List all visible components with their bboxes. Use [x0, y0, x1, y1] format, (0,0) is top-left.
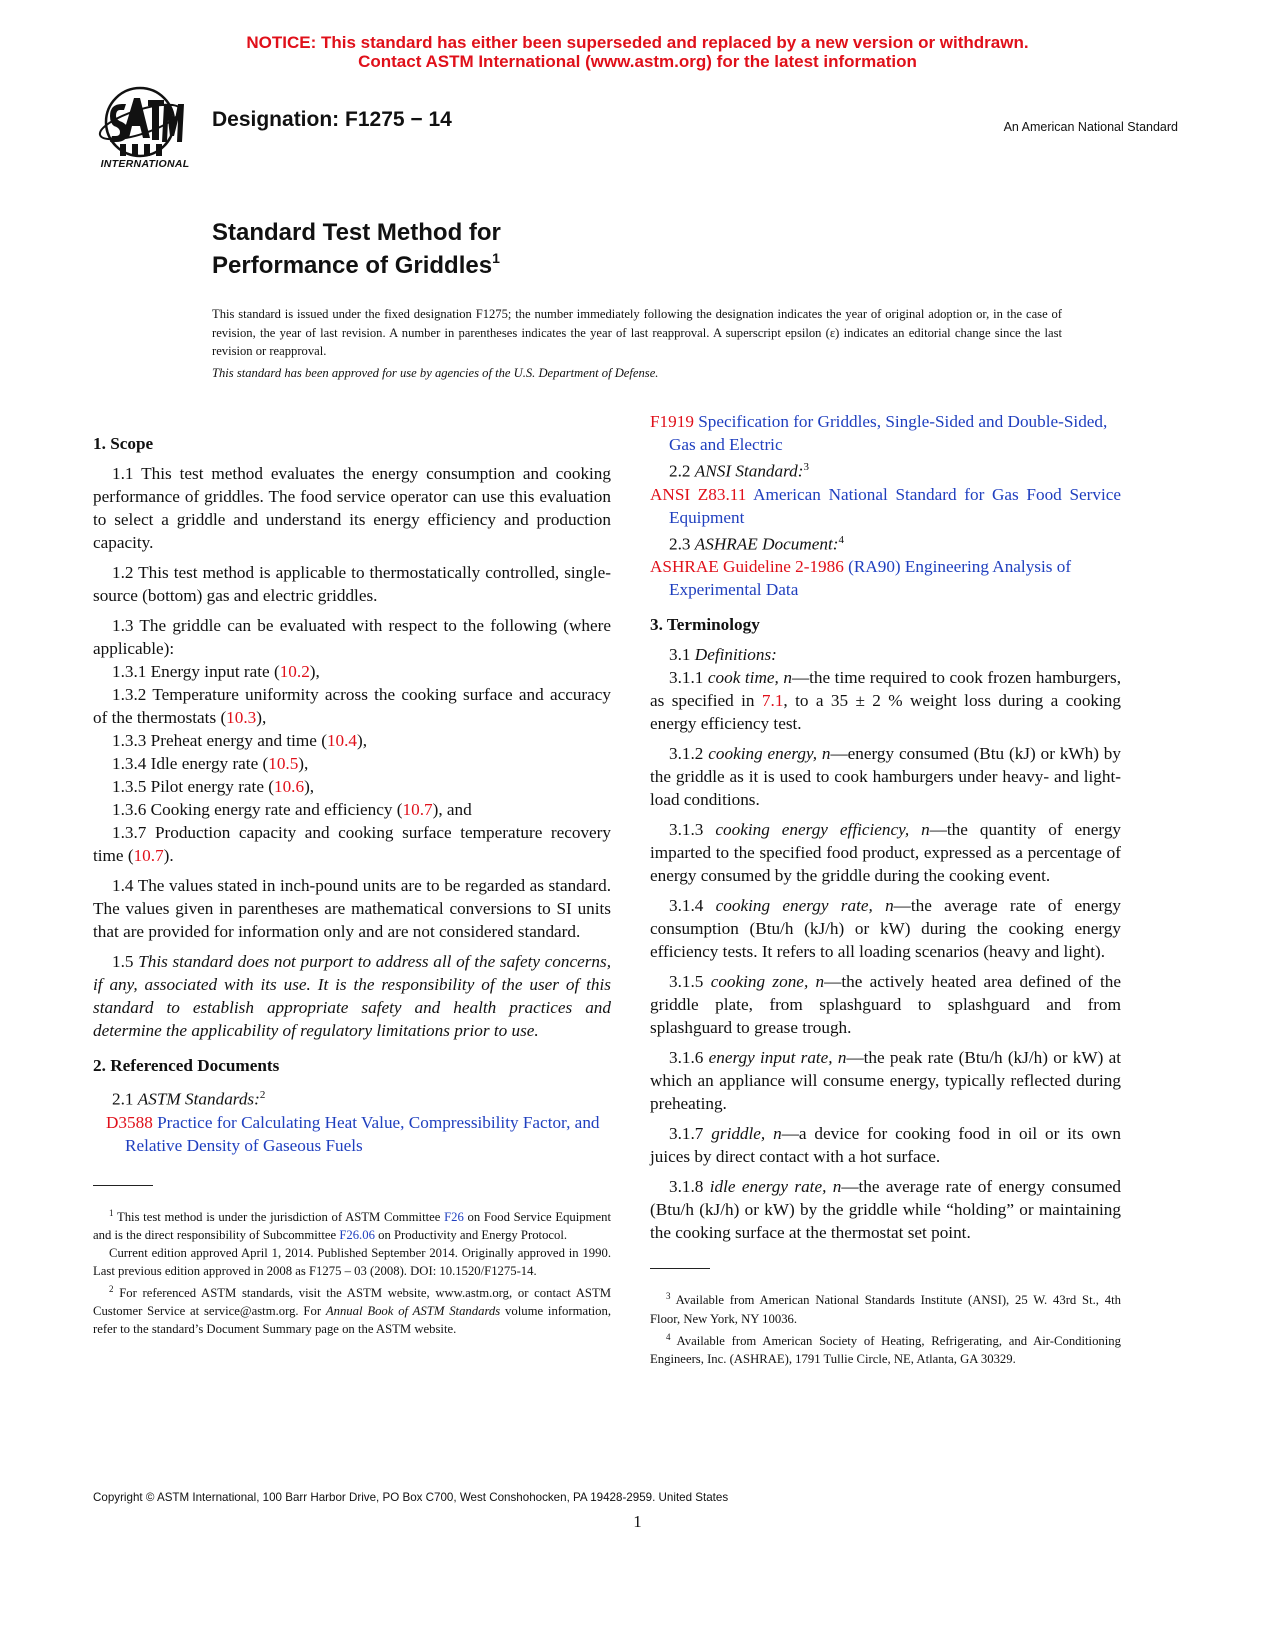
ref-ashrae-code[interactable]: ASHRAE Guideline 2-1986: [650, 557, 844, 577]
para-3-1: [650, 643, 1121, 666]
ref-link-10-7-b[interactable]: 10.7: [133, 846, 164, 865]
footnotes-left: [93, 1204, 611, 1338]
footnote-2-text-a: For referenced ASTM standards, visit the ASTM website, www.astm.org, or contact ASTM Customer Service at service@astm.org. For: [93, 1286, 611, 1319]
dod-approval: This standard has been approved for use by agencies of the U.S. Department of Defense.: [212, 366, 659, 380]
para-2-2: [650, 456, 1121, 483]
def-3-1-6-number: 3.1.6: [669, 1048, 704, 1068]
ref-link-10-6[interactable]: 10.6: [273, 777, 305, 796]
para-3-1-text: Definitions:: [694, 645, 777, 665]
def-3-1-4-term: cooking energy rate, n: [715, 896, 894, 916]
def-3-1-5-term: cooking zone, n: [710, 972, 825, 992]
para-3-1-number: 3.1: [669, 645, 691, 665]
para-2-3-footnote-mark: 4: [838, 533, 844, 546]
logo-wordmark: INTERNATIONAL: [100, 158, 190, 170]
ref-f1919: [650, 410, 1121, 456]
ref-ansi: [650, 483, 1121, 529]
def-3-1-7-number: 3.1.7: [669, 1124, 704, 1144]
def-3-1-1-text-a: —the time required to cook frozen hamburgers, as specified in: [650, 668, 1121, 711]
def-3-1-1: [650, 666, 1121, 735]
ref-link-10-4[interactable]: 10.4: [326, 731, 358, 750]
ref-d3588: [93, 1111, 611, 1157]
def-3-1-7-text: —a device for cooking food in oil or its own juices by direct contact with a hot surface.: [650, 1124, 1121, 1167]
def-3-1-6-term: energy input rate, n: [708, 1048, 847, 1068]
footnote-rule-right: [650, 1268, 710, 1269]
def-3-1-3-number: 3.1.3: [669, 820, 704, 840]
ref-link-7-1[interactable]: 7.1: [761, 691, 784, 711]
item-1-3-3: 1.3.3 Preheat energy and time (10.4),: [112, 731, 368, 750]
item-1-3-5: 1.3.5 Pilot energy rate (10.6),: [112, 777, 315, 796]
para-1-2: 1.2 This test method is applicable to thermostatically controlled, single-source (bottom) gas and electric griddles.: [93, 563, 611, 605]
def-3-1-7-term: griddle, n: [711, 1124, 782, 1144]
copyright-notice: Copyright © ASTM International, 100 Barr Harbor Drive, PO Box C700, West Conshohocken, PA 19428-2959. United States: [93, 1491, 729, 1504]
footnote-1-edition: Current edition approved April 1, 2014. Published September 2014. Originally approved in 1990. Last previous edition approved in 2008 as F1275 – 03 (2008). DOI: 10.1520/F1275-14.: [93, 1245, 611, 1278]
item-1-3-7-text: 1.3.7 Production capacity and cooking surface temperature recovery time (: [93, 823, 611, 865]
footnote-4-mark: 4: [666, 1331, 671, 1342]
def-3-1-3-text: —the quantity of energy imparted to the specified food product, expressed as a percentage of energy consumed by the griddle during the cooking event.: [650, 820, 1122, 886]
def-3-1-8-text: —the average rate of energy consumed (Btu/h (kJ/h) or kW) by the griddle while “holding” or maintaining the cooking surface at the thermostat set point.: [650, 1177, 1121, 1243]
para-2-2-footnote-mark: 3: [803, 461, 809, 473]
page-number: 1: [633, 1512, 642, 1531]
footnote-1-text-a: This test method is under the jurisdiction of ASTM Committee: [116, 1209, 445, 1224]
ref-f1919-title[interactable]: Specification for Griddles, Single-Sided and Double-Sided, Gas and Electric: [669, 412, 1108, 454]
def-3-1-6-text: —the peak rate (Btu/h (kJ/h) or kW) at which an appliance will consume energy, typically reflected during preheating.: [650, 1048, 1121, 1114]
para-1-4: 1.4 The values stated in inch-pound units are to be regarded as standard. The values given in parentheses are mathematical conversions to SI units that are provided for information only and are not considered standard.: [93, 876, 611, 941]
def-3-1-5-text: —the actively heated area defined of the griddle plate, from splashguard to splashguard and from splashguard to grease trough.: [650, 972, 1121, 1038]
footnotes-right: [650, 1287, 1121, 1367]
para-1-5-text: This standard does not purport to address all of the safety concerns, if any, associated with its use. It is the responsibility of the user of this standard to establish appropriate safety and health practices and determine the applicability of regulatory limitations prior to use.: [93, 952, 612, 1040]
designation: Designation: F1275 − 14: [212, 108, 452, 131]
committee-f26-link[interactable]: F26: [444, 1209, 464, 1224]
ref-ansi-code[interactable]: ANSI Z83.11: [650, 484, 747, 504]
item-1-3-1-text: 1.3.1 Energy input rate (: [112, 662, 280, 681]
ref-f1919-code[interactable]: F1919: [650, 412, 694, 431]
para-2-1-footnote-mark: 2: [259, 1089, 266, 1101]
def-3-1-8-term: idle energy rate, n: [709, 1177, 842, 1197]
title-footnote-mark: 1: [492, 250, 500, 266]
title-line-2-text: Performance of Griddles: [212, 252, 493, 279]
ref-ashrae: [650, 555, 1121, 601]
national-standard-label: An American National Standard: [1003, 120, 1178, 134]
item-1-3-1: 1.3.1 Energy input rate (10.2),: [112, 662, 320, 681]
para-2-3: [650, 529, 1121, 556]
item-1-3-4: 1.3.4 Idle energy rate (10.5),: [112, 754, 309, 773]
footnote-1: [93, 1204, 611, 1244]
footnote-3-mark: 3: [666, 1291, 671, 1302]
ref-ashrae-title[interactable]: (RA90) Engineering Analysis of Experimental Data: [669, 557, 1072, 600]
footnote-4: [650, 1328, 1121, 1368]
issuance-statement: This standard is issued under the fixed designation F1275; the number immediately following the designation indicates the year of original adoption or, in the case of revision, the year of last revision. A number in parentheses indicates the year of last reapproval. A superscript epsilon (ε) indicates an editorial change since the last revision or reapproval.: [212, 307, 1062, 358]
def-3-1-2-term: cooking energy, n: [708, 744, 831, 764]
def-3-1-4-number: 3.1.4: [669, 896, 704, 916]
withdrawal-notice: [0, 33, 1275, 71]
def-3-1-5: [650, 970, 1121, 1039]
def-3-1-5-number: 3.1.5: [669, 972, 704, 992]
def-3-1-1-term: cook time, n: [707, 668, 792, 688]
ref-ansi-title[interactable]: American National Standard for Gas Food Service Equipment: [669, 484, 1122, 527]
para-1-5: [93, 950, 611, 1042]
item-1-3-6: 1.3.6 Cooking energy rate and efficiency (10.7), and: [112, 800, 472, 819]
para-2-2-text: ANSI Standard:: [694, 461, 804, 481]
footnote-1-text-b: on Food Service Equipment and is the direct responsibility of Subcommittee: [93, 1209, 611, 1242]
def-3-1-2: [650, 742, 1121, 811]
item-1-3-2-text: 1.3.2 Temperature uniformity across the cooking surface and accuracy of the thermostats (: [93, 685, 611, 727]
title-line-2: [212, 249, 501, 282]
def-3-1-4-text: —the average rate of energy consumption (Btu/h (kJ/h) or kW) during the cooking energy efficiency tests. It refers to all loading scenarios (heavy and light).: [650, 896, 1121, 962]
def-3-1-8: [650, 1175, 1121, 1244]
ref-d3588-title[interactable]: Practice for Calculating Heat Value, Compressibility Factor, and Relative Density of Gaseous Fuels: [125, 1112, 600, 1155]
para-2-1-text: ASTM Standards:: [137, 1089, 260, 1109]
para-1-1: 1.1 This test method evaluates the energy consumption and cooking performance of griddles. The food service operator can use this evaluation to select a griddle and understand its energy efficiency and production capacity.: [93, 464, 611, 552]
item-1-3-6-text: 1.3.6 Cooking energy rate and efficiency (: [112, 800, 403, 819]
def-3-1-1-number: 3.1.1: [669, 668, 704, 688]
ref-link-10-3[interactable]: 10.3: [226, 708, 257, 727]
footnote-rule-left: [93, 1185, 153, 1186]
def-3-1-2-text: —energy consumed (Btu (kJ) or kWh) by the griddle as it is used to cook hamburgers under heavy- and light-load conditions.: [650, 744, 1121, 810]
def-3-1-3-term: cooking energy efficiency, n: [715, 820, 930, 840]
ref-link-10-7[interactable]: 10.7: [402, 800, 433, 819]
para-2-1: [93, 1084, 611, 1111]
def-3-1-4: [650, 894, 1121, 963]
para-1-5-number: 1.5: [112, 952, 134, 971]
def-3-1-3: [650, 818, 1121, 887]
def-3-1-7: [650, 1122, 1121, 1168]
left-column: [93, 432, 611, 1338]
item-1-3-4-text: 1.3.4 Idle energy rate (: [112, 754, 269, 773]
document-title: [212, 216, 501, 282]
section-1-heading: 1. Scope: [93, 434, 154, 453]
ref-link-10-2[interactable]: 10.2: [279, 662, 310, 681]
footnote-2: [93, 1280, 611, 1338]
right-column: [650, 410, 1121, 1368]
footnote-3-text: Available from American National Standards Institute (ANSI), 25 W. 43rd St., 4th Floor, New York, NY 10036.: [650, 1293, 1121, 1326]
section-3-heading: 3. Terminology: [650, 615, 760, 635]
footnote-2-mark: 2: [109, 1283, 114, 1294]
def-3-1-1-text-b: , to a 35 ± 2 % weight loss during a cooking energy efficiency test.: [650, 691, 1121, 734]
section-2-heading: 2. Referenced Documents: [93, 1056, 280, 1075]
item-1-3-3-text: 1.3.3 Preheat energy and time (: [112, 731, 327, 750]
footnote-2-italic: Annual Book of ASTM Standards: [325, 1304, 501, 1319]
para-2-2-number: 2.2: [669, 461, 691, 481]
footnote-1-text-c: on Productivity and Energy Protocol.: [374, 1227, 568, 1242]
footnote-3: [650, 1287, 1121, 1327]
astm-logo: [92, 86, 198, 172]
para-1-3: 1.3 The griddle can be evaluated with respect to the following (where applicable):: [93, 616, 611, 658]
footnote-4-text: Available from American Society of Heating, Refrigerating, and Air-Conditioning Engineers, Inc. (ASHRAE), 1791 Tullie Circle, NE, Atlanta, GA 30329.: [650, 1333, 1121, 1366]
item-1-3-2: 1.3.2 Temperature uniformity across the cooking surface and accuracy of the thermostats (10.3),: [93, 685, 611, 727]
def-3-1-6: [650, 1046, 1121, 1115]
title-line-1: Standard Test Method for: [212, 219, 501, 246]
para-2-1-number: 2.1: [112, 1089, 134, 1109]
ref-link-10-5[interactable]: 10.5: [268, 754, 299, 773]
notice-line-1: NOTICE: This standard has either been superseded and replaced by a new version or withdrawn.: [246, 33, 1029, 52]
subcommittee-f26-06-link[interactable]: F26.06: [339, 1227, 375, 1242]
ref-d3588-code[interactable]: D3588: [106, 1112, 153, 1132]
footnote-2-text-b: volume information, refer to the standard’s Document Summary page on the ASTM website.: [93, 1304, 611, 1337]
footnote-1-mark: 1: [109, 1207, 114, 1218]
item-1-3-7: 1.3.7 Production capacity and cooking surface temperature recovery time (10.7).: [93, 823, 611, 865]
def-3-1-2-number: 3.1.2: [669, 744, 704, 764]
para-2-3-text: ASHRAE Document:: [694, 534, 839, 554]
para-2-3-number: 2.3: [669, 534, 691, 554]
notice-line-2: Contact ASTM International (www.astm.org) for the latest information: [358, 52, 917, 71]
def-3-1-8-number: 3.1.8: [669, 1177, 704, 1197]
item-1-3-5-text: 1.3.5 Pilot energy rate (: [112, 777, 274, 796]
